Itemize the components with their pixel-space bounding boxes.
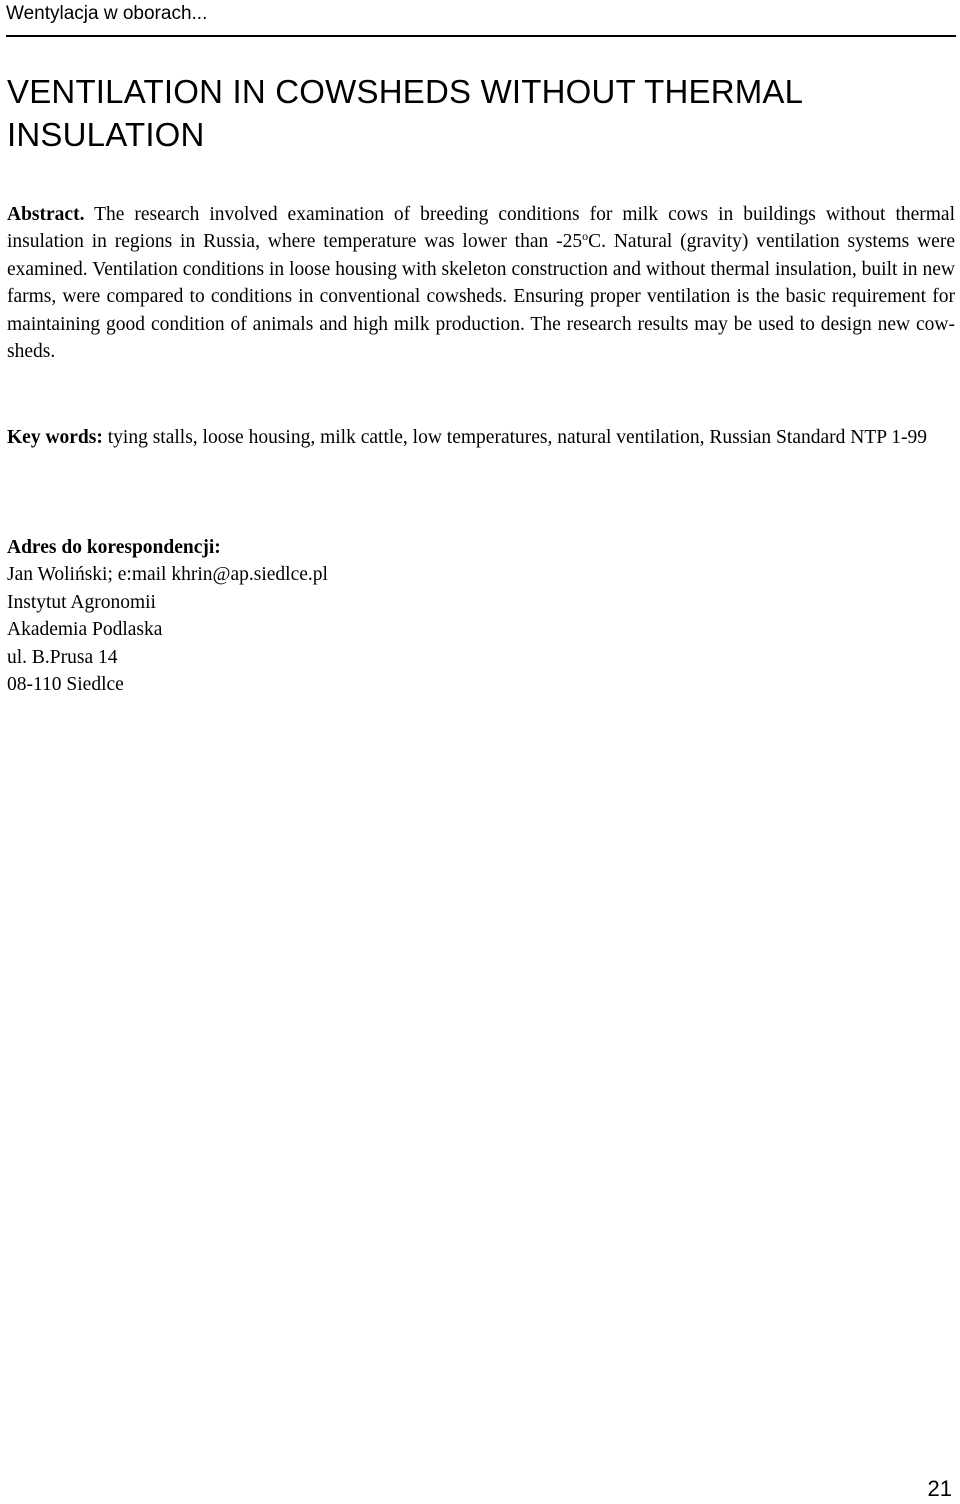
abstract-text-before-degree: The research involved examination of breeding conditions for milk cows in buildings without thermal insulation in regions in Russia, where temperature was lower than -25 xyxy=(7,204,955,253)
running-header: Wentylacja w oborach... xyxy=(6,3,208,24)
correspondence-line-author: Jan Woliński; e:mail khrin@ap.siedlce.pl xyxy=(7,564,328,586)
correspondence-line-institute: Instytut Agronomii xyxy=(7,591,156,613)
correspondence-line-academy: Akademia Podlaska xyxy=(7,619,163,641)
paper-title: VENTILATION IN COWSHEDS WITHOUT THERMAL INSULATION xyxy=(7,73,802,153)
keywords-text: tying stalls, loose housing, milk cattle, low temperatures, natural ventilation, Russian Standard NTP 1-99 xyxy=(102,427,927,448)
keywords-paragraph xyxy=(7,424,955,451)
header-rule xyxy=(6,35,956,37)
correspondence-block xyxy=(7,534,707,698)
abstract-text-after-degree: C. Natural (gravity) ventilation systems were examined. Ventilation conditions in loose housing with skeleton construction and without thermal insulation, built in new farms, were compared to conditions in conventional cowsheds. Ensuring proper ventilation is the basic requirement for maintaining good condition of animals and high milk production. The research results may be used to design new cow-sheds. xyxy=(7,231,955,363)
correspondence-label: Adres do korespondencji: xyxy=(7,537,221,558)
keywords-label: Key words: xyxy=(7,427,103,448)
page-number: 21 xyxy=(927,1476,952,1501)
abstract-paragraph xyxy=(7,201,955,365)
correspondence-line-street: ul. B.Prusa 14 xyxy=(7,646,118,668)
abstract-label: Abstract. xyxy=(7,204,85,225)
correspondence-line-city: 08-110 Siedlce xyxy=(7,674,124,696)
degree-mark: o xyxy=(582,229,589,244)
